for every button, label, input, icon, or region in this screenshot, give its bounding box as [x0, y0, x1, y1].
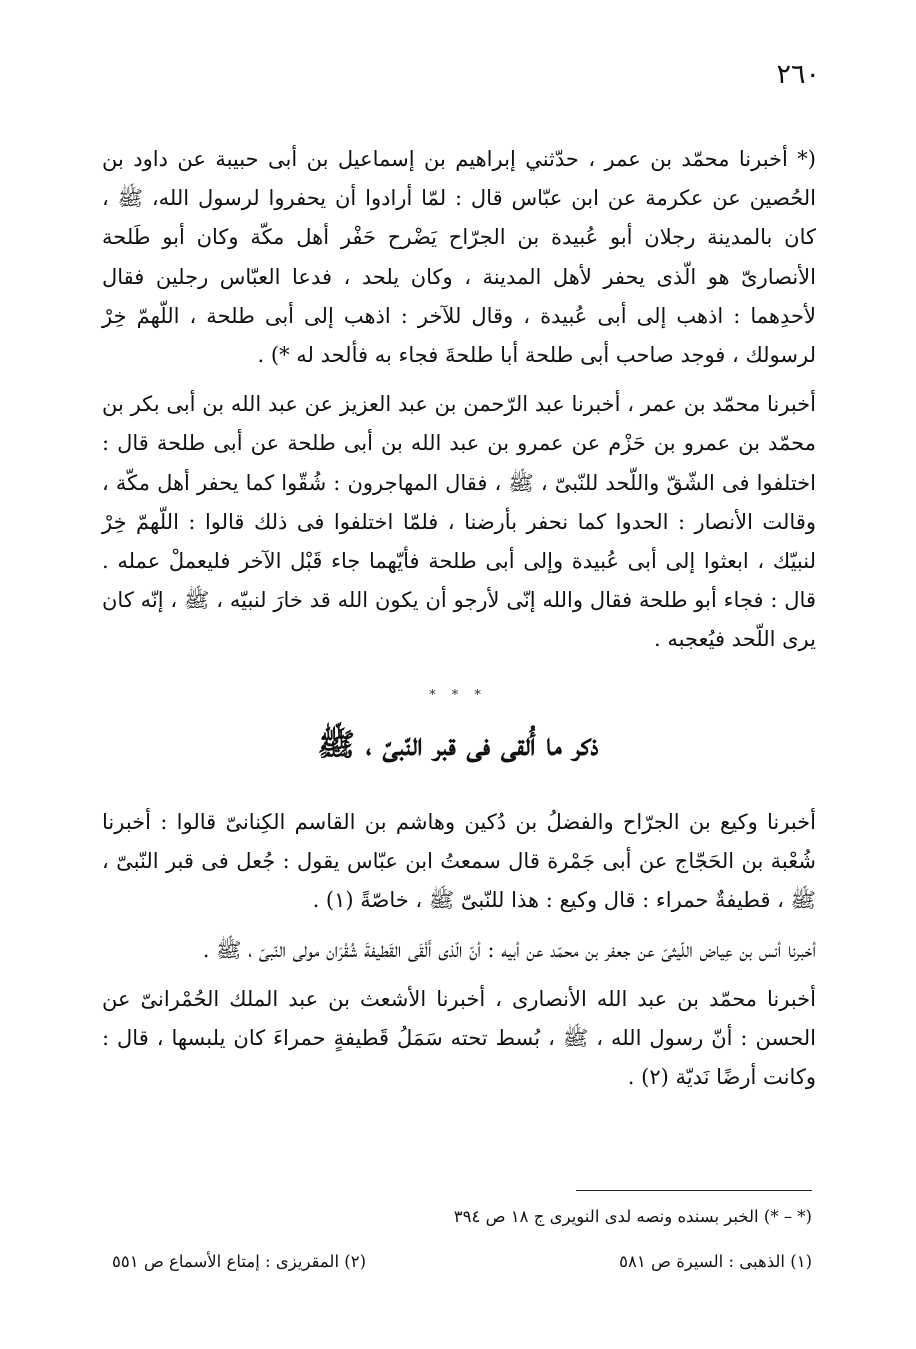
section-heading: ذكر ما أُلقى فى قبر النّبىّ ، ﷺ	[317, 727, 599, 763]
paragraph: أخبرنا وكيع بن الجرّاح والفضلُ بن دُكين وهاشم بن القاسم الكِنانىّ قالوا : أخبرنا شُعْبة بن الحَجّاج عن أبى جَمْرة قال سمعتُ ابن عبّاس يقول : جُعل فى قبر النّبىّ ، ﷺ ، قطيفةٌ حمراء : قال وكيع : هذا للنّبىّ ﷺ ، خاصّةً (١) .	[102, 810, 816, 913]
section-separator: * * *	[429, 688, 487, 703]
paragraph: (* أخبرنا محمّد بن عمر ، حدّثني إبراهيم بن إسماعيل بن أبى حبيبة عن داود بن الحُصين عن عكرمة عن ابن عبّاس قال : لمّا أرادوا أن يحفروا لرسول الله، ﷺ ، كان بالمدينة رجلان أبو عُبيدة بن الجرّاح يَضْرح حَفْر أهل مكّة وكان أبو طَلحة الأنصارىّ هو الّذى يحفر لأهل المدينة ، وكان يلحد ، فدعا العبّاس رجلين فقال لأحدِهما : اذهب إلى أبى عُبيدة ، وقال للآخر : اذهب إلى أبى طلحة ، اللّهمّ خِرْ لرسولك ، فوجد صاحب أبى طلحة أبا طلحةَ فجاء به فألحد له *) .	[102, 147, 816, 368]
footnote-divider	[576, 1190, 812, 1191]
paragraph: أخبرنا أنس بن عِياض اللّيثىّ عن جعفر بن محمّد عن أبيه : أنّ الّذى أَلْقَى القَطيفةَ شُقْرَان مولى النّبىّ ، ﷺ .	[202, 937, 816, 962]
footnote-2: (٢) المقريزى : إمتاع الأسماع ص ٥٥١	[112, 1252, 367, 1271]
paragraph: أخبرنا محمّد بن عمر ، أخبرنا عبد الرّحمن بن عبد العزيز عن عبد الله بن أبى بكر بن محمّد بن عمرو بن حَزْم عن عمرو بن عبد الله بن أبى طلحة عن أبى طلحة قال : اختلفوا فى الشّقّ واللّحد للنّبىّ ، ﷺ ، فقال المهاجرون : شُقّوا كما يحفر أهل مكّة ، وقالت الأنصار : الحدوا كما نحفر بأرضنا ، فلمّا اختلفوا فى ذلك قالوا : اللّهمّ خِرْ لنبيّك ، ابعثوا إلى أبى عُبيدة وإلى أبى طلحة فأيّهما جاء قَبْل الآخر فليعملْ عمله . قال : فجاء أبو طلحة فقال والله إنّى لأرجو أن يكون الله قد خارَ لنبيّه ، ﷺ ، إنّه كان يرى اللّحد فيُعجبه .	[102, 392, 816, 652]
section-one-text	[102, 140, 816, 660]
paragraph: أخبرنا محمّد بن عبد الله الأنصارى ، أخبرنا الأشعث بن عبد الملك الحُمْرانىّ عن الحسن : أنّ رسول الله ، ﷺ ، بُسط تحته سَمَلُ قَطيفةٍ حمراءَ كان يلبسها ، قال : وكانت أرضًا نَديّة (٢) .	[102, 986, 816, 1090]
footnote-1: (١) الذهبى : السيرة ص ٥٨١	[619, 1252, 812, 1271]
section-two-text	[102, 803, 816, 1097]
page-number: ٢٦٠	[776, 59, 820, 90]
footnote-star: (* – *) الخبر بسنده ونصه لدى النويرى ج ١٨ ص ٣٩٤	[453, 1207, 812, 1226]
